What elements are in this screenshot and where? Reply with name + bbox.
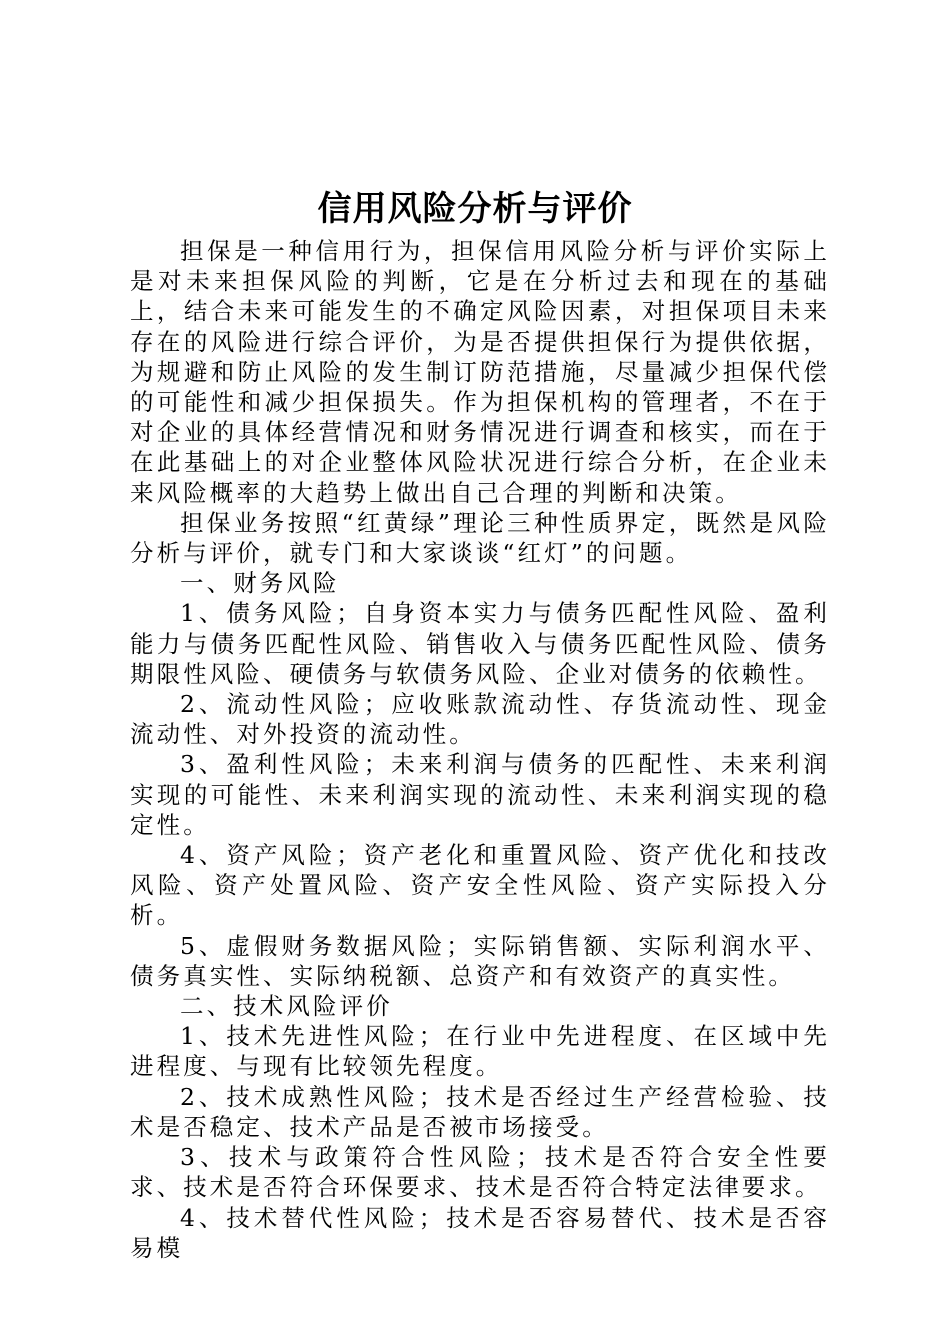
section-heading-financial-risk: 一、财务风险	[180, 569, 340, 598]
list-item-false-data-risk: 5、虚假财务数据风险；实际销售额、实际利润水平、债务真实性、实际纳税额、总资产和有效资产的真实性。	[130, 931, 830, 990]
list-item-tech-advancement-risk: 1、技术先进性风险；在行业中先进程度、在区域中先进程度、与现有比较领先程度。	[130, 1022, 830, 1081]
list-item-profitability-risk: 3、盈利性风险；未来利润与债务的匹配性、未来利润实现的可能性、未来利润实现的流动性、未来利润实现的稳定性。	[130, 750, 830, 839]
document-title: 信用风险分析与评价	[317, 189, 633, 229]
list-item-tech-maturity-risk: 2、技术成熟性风险；技术是否经过生产经营检验、技术是否稳定、技术产品是否被市场接受。	[130, 1082, 830, 1141]
paragraph-red-light: 担保业务按照“红黄绿”理论三种性质界定，既然是风险分析与评价，就专门和大家谈谈“红灯”的问题。	[130, 508, 830, 568]
list-item-asset-risk: 4、资产风险；资产老化和重置风险、资产优化和技改风险、资产处置风险、资产安全性风险、资产实际投入分析。	[130, 841, 830, 930]
list-item-tech-substitution-risk: 4、技术替代性风险；技术是否容易替代、技术是否容易模	[130, 1203, 830, 1262]
section-heading-technical-risk: 二、技术风险评价	[180, 992, 393, 1021]
list-item-liquidity-risk: 2、流动性风险；应收账款流动性、存货流动性、现金流动性、对外投资的流动性。	[130, 690, 830, 749]
list-item-debt-risk: 1、债务风险；自身资本实力与债务匹配性风险、盈利能力与债务匹配性风险、销售收入与债务匹配性风险、债务期限性风险、硬债务与软债务风险、企业对债务的依赖性。	[130, 599, 830, 688]
list-item-tech-policy-risk: 3、技术与政策符合性风险；技术是否符合安全性要求、技术是否符合环保要求、技术是否符合特定法律要求。	[130, 1143, 830, 1202]
document-body	[130, 236, 830, 1263]
paragraph-intro: 担保是一种信用行为，担保信用风险分析与评价实际上是对未来担保风险的判断，它是在分析过去和现在的基础上，结合未来可能发生的不确定风险因素，对担保项目未来存在的风险进行综合评价，为是否提供担保行为提供依据，为规避和防止风险的发生制订防范措施，尽量减少担保代偿的可能性和减少担保损失。作为担保机构的管理者，不在于对企业的具体经营情况和财务情况进行调查和核实，而在于在此基础上的对企业整体风险状况进行综合分析，在企业未来风险概率的大趋势上做出自己合理的判断和决策。	[130, 237, 830, 507]
